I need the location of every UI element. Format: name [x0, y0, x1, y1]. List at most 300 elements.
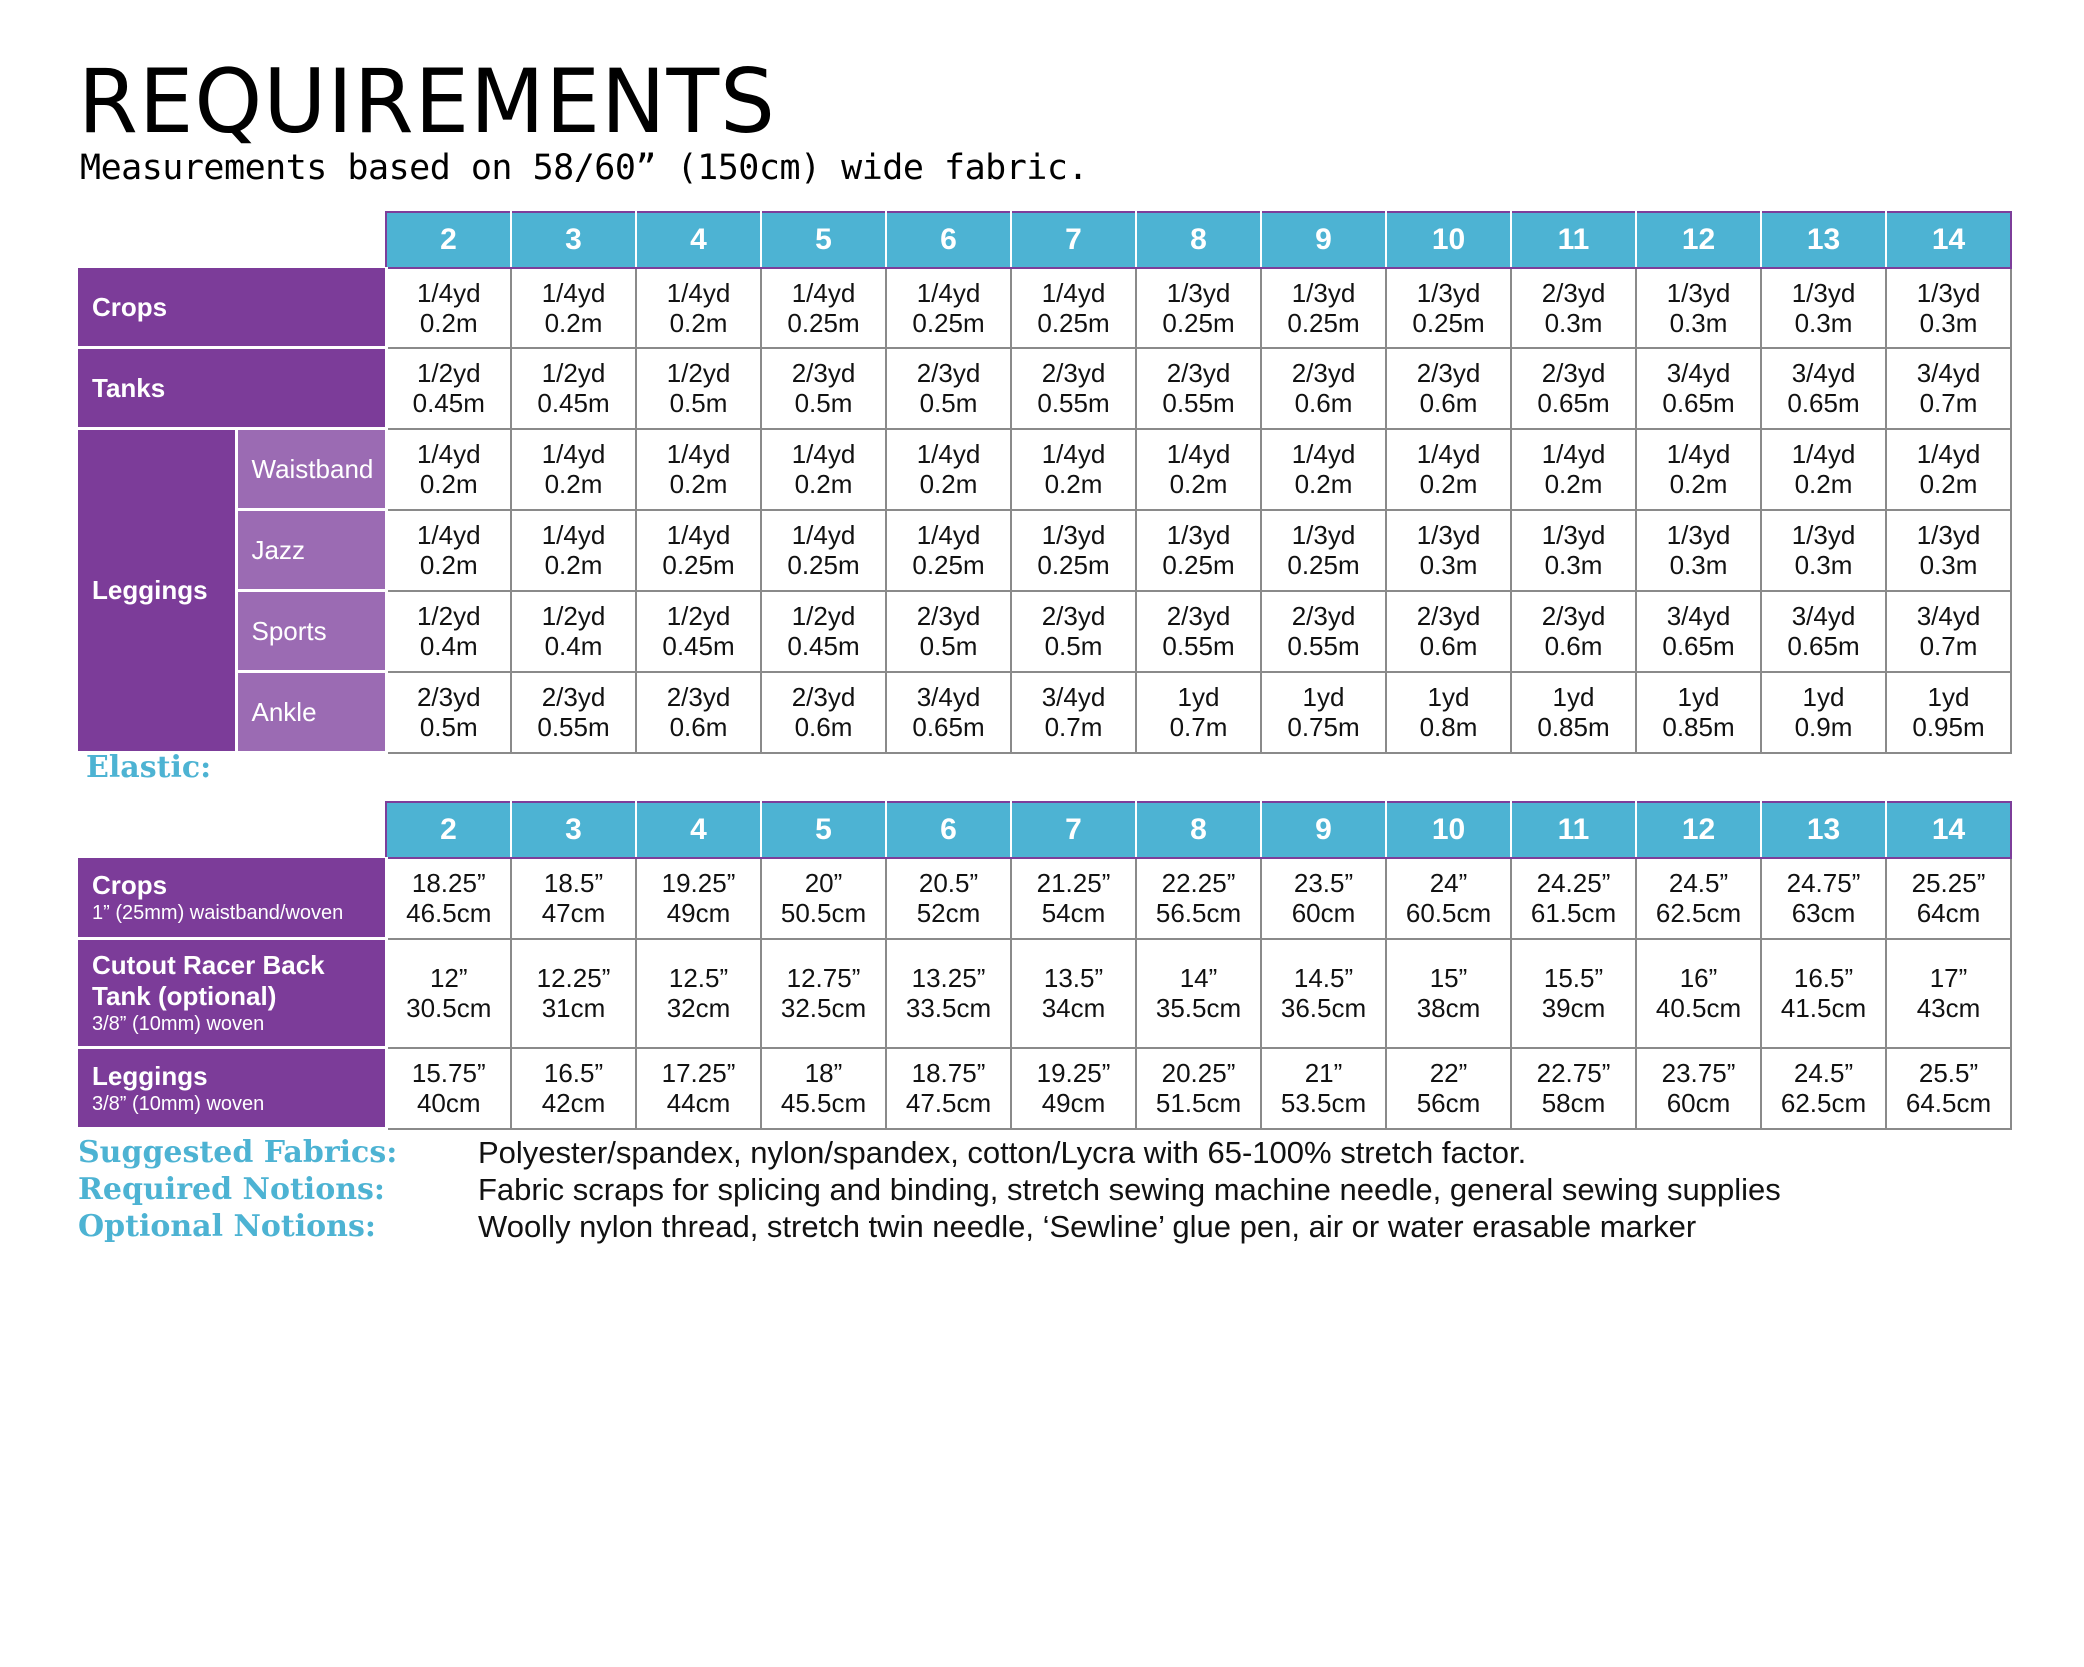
value-cell: [511, 268, 636, 348]
metric-value: 0.2m: [1919, 469, 1978, 499]
metric-value: 30.5cm: [406, 993, 492, 1023]
imperial-value: 20”: [804, 868, 843, 899]
imperial-value: 20.5”: [918, 868, 979, 899]
value-cell: [511, 348, 636, 429]
value-cell: [1511, 348, 1636, 429]
imperial-value: 2/3yd: [1541, 358, 1606, 388]
value-cell: [386, 591, 511, 672]
page-subtitle: Measurements based on 58/60” (150cm) wide fabric.: [80, 148, 1089, 188]
imperial-value: 1/4yd: [666, 277, 731, 308]
value-cell: [1386, 672, 1511, 753]
imperial-value: 15.5”: [1543, 963, 1604, 993]
imperial-value: 1/3yd: [1291, 520, 1356, 550]
value-cell: [886, 858, 1011, 939]
size-header-cell: 5: [761, 212, 886, 268]
metric-value: 0.5m: [419, 712, 478, 742]
imperial-value: 1yd: [1552, 682, 1595, 712]
imperial-value: 1yd: [1802, 682, 1845, 712]
imperial-value: 16.5”: [1793, 963, 1854, 993]
value-cell: [1511, 510, 1636, 591]
metric-value: 0.65m: [1787, 631, 1860, 661]
row-label-note: 3/8” (10mm) woven: [92, 1013, 265, 1035]
imperial-value: 2/3yd: [916, 358, 981, 388]
value-cell: [1136, 348, 1261, 429]
imperial-value: 1yd: [1427, 682, 1470, 712]
row-label-text: Crops: [92, 870, 168, 900]
metric-value: 0.3m: [1794, 307, 1853, 338]
value-cell: [511, 429, 636, 510]
imperial-value: 24.75”: [1786, 868, 1861, 899]
imperial-value: 1/4yd: [916, 520, 981, 550]
value-cell: [1886, 858, 2011, 939]
value-cell: [1136, 1048, 1261, 1129]
imperial-value: 16”: [1679, 963, 1718, 993]
value-cell: [1636, 348, 1761, 429]
size-header-cell: 13: [1761, 802, 1886, 858]
metric-value: 0.55m: [1162, 388, 1235, 418]
imperial-value: 1/2yd: [416, 358, 481, 388]
size-header-row: [78, 212, 2011, 268]
value-cell: [886, 348, 1011, 429]
metric-value: 52cm: [916, 898, 981, 929]
metric-value: 0.25m: [787, 550, 860, 580]
metric-value: 0.6m: [669, 712, 728, 742]
metric-value: 0.45m: [537, 388, 610, 418]
value-cell: [386, 268, 511, 348]
imperial-value: 2/3yd: [791, 358, 856, 388]
metric-value: 39cm: [1541, 993, 1606, 1023]
value-cell: [1511, 591, 1636, 672]
metric-value: 0.55m: [1287, 631, 1360, 661]
value-cell: [1761, 510, 1886, 591]
elastic-heading: Elastic:: [86, 750, 212, 785]
metric-value: 0.7m: [1044, 712, 1103, 742]
notes-section: [78, 1134, 1781, 1245]
size-header-cell: 2: [386, 802, 511, 858]
metric-value: 64.5cm: [1905, 1088, 1992, 1118]
metric-value: 0.2m: [1794, 469, 1853, 499]
value-cell: [761, 1048, 886, 1129]
imperial-value: 13.5”: [1043, 963, 1104, 993]
metric-value: 58cm: [1541, 1088, 1606, 1118]
metric-value: 0.2m: [1294, 469, 1353, 499]
metric-value: 56.5cm: [1155, 898, 1242, 929]
imperial-value: 18”: [804, 1058, 843, 1088]
elastic-tank-row: [78, 939, 2011, 1048]
value-cell: [1011, 429, 1136, 510]
value-cell: [1261, 591, 1386, 672]
imperial-value: 3/4yd: [1916, 601, 1981, 631]
leggings-waistband-row: [78, 429, 2011, 510]
value-cell: [1136, 268, 1261, 348]
imperial-value: 2/3yd: [1291, 601, 1356, 631]
metric-value: 60cm: [1291, 898, 1356, 929]
imperial-value: 1/4yd: [666, 520, 731, 550]
imperial-value: 3/4yd: [916, 682, 981, 712]
value-cell: [1136, 510, 1261, 591]
imperial-value: 2/3yd: [791, 682, 856, 712]
metric-value: 0.6m: [1544, 631, 1603, 661]
imperial-value: 15.75”: [411, 1058, 486, 1088]
value-cell: [1511, 672, 1636, 753]
value-cell: [511, 591, 636, 672]
imperial-value: 1/2yd: [416, 601, 481, 631]
metric-value: 0.25m: [1162, 550, 1235, 580]
value-cell: [1636, 858, 1761, 939]
value-cell: [1011, 510, 1136, 591]
imperial-value: 2/3yd: [1416, 601, 1481, 631]
row-label-tanks: Tanks: [78, 348, 386, 429]
imperial-value: 1yd: [1302, 682, 1345, 712]
value-cell: [1386, 858, 1511, 939]
imperial-value: 18.25”: [411, 868, 486, 899]
value-cell: [636, 348, 761, 429]
imperial-value: 1/2yd: [541, 358, 606, 388]
note-required-notions: [78, 1171, 1781, 1208]
value-cell: [1511, 939, 1636, 1048]
value-cell: [636, 858, 761, 939]
leggings-jazz-row: [78, 510, 2011, 591]
metric-value: 0.25m: [662, 550, 735, 580]
metric-value: 60cm: [1666, 1088, 1731, 1118]
imperial-value: 21”: [1304, 1058, 1343, 1088]
imperial-value: 14”: [1179, 963, 1218, 993]
imperial-value: 18.75”: [911, 1058, 986, 1088]
metric-value: 0.5m: [794, 388, 853, 418]
imperial-value: 3/4yd: [1666, 601, 1731, 631]
imperial-value: 1/4yd: [916, 439, 981, 469]
imperial-value: 1yd: [1677, 682, 1720, 712]
size-header-cell: 4: [636, 212, 761, 268]
imperial-value: 24.25”: [1536, 868, 1611, 899]
imperial-value: 1/3yd: [1416, 277, 1481, 308]
imperial-value: 1/3yd: [1291, 277, 1356, 308]
value-cell: [1386, 939, 1511, 1048]
metric-value: 0.2m: [669, 307, 728, 338]
metric-value: 0.25m: [1287, 307, 1360, 338]
metric-value: 0.2m: [544, 469, 603, 499]
imperial-value: 2/3yd: [1041, 601, 1106, 631]
row-label-leggings: [78, 1048, 386, 1129]
metric-value: 49cm: [1041, 1088, 1106, 1118]
metric-value: 40.5cm: [1655, 993, 1742, 1023]
imperial-value: 1/3yd: [1541, 520, 1606, 550]
value-cell: [1011, 939, 1136, 1048]
metric-value: 0.65m: [1662, 388, 1735, 418]
imperial-value: 16.5”: [543, 1058, 604, 1088]
note-suggested-fabrics: [78, 1134, 1781, 1171]
imperial-value: 17.25”: [661, 1058, 736, 1088]
metric-value: 0.6m: [1419, 388, 1478, 418]
metric-value: 0.55m: [1037, 388, 1110, 418]
imperial-value: 1/3yd: [1166, 277, 1231, 308]
value-cell: [1136, 429, 1261, 510]
imperial-value: 2/3yd: [1291, 358, 1356, 388]
metric-value: 0.2m: [794, 469, 853, 499]
metric-value: 0.2m: [669, 469, 728, 499]
metric-value: 0.25m: [912, 307, 985, 338]
metric-value: 0.5m: [669, 388, 728, 418]
imperial-value: 1/4yd: [541, 520, 606, 550]
leggings-sports-row: [78, 591, 2011, 672]
imperial-value: 2/3yd: [916, 601, 981, 631]
imperial-value: 1/4yd: [1666, 439, 1731, 469]
value-cell: [1011, 268, 1136, 348]
tanks-row: [78, 348, 2011, 429]
crops-row: [78, 268, 2011, 348]
imperial-value: 2/3yd: [1166, 601, 1231, 631]
metric-value: 35.5cm: [1155, 993, 1242, 1023]
imperial-value: 1/2yd: [791, 601, 856, 631]
imperial-value: 2/3yd: [1541, 601, 1606, 631]
value-cell: [1636, 591, 1761, 672]
imperial-value: 3/4yd: [1041, 682, 1106, 712]
metric-value: 0.6m: [794, 712, 853, 742]
metric-value: 32cm: [666, 993, 731, 1023]
imperial-value: 1/3yd: [1416, 520, 1481, 550]
value-cell: [1261, 348, 1386, 429]
imperial-value: 2/3yd: [1416, 358, 1481, 388]
size-header-cell: 8: [1136, 802, 1261, 858]
size-header-cell: 8: [1136, 212, 1261, 268]
imperial-value: 1/4yd: [541, 439, 606, 469]
metric-value: 0.45m: [787, 631, 860, 661]
note-label: Required Notions:: [78, 1172, 385, 1207]
imperial-value: 19.25”: [1036, 1058, 1111, 1088]
size-header-cell: 5: [761, 802, 886, 858]
value-cell: [1261, 510, 1386, 591]
imperial-value: 12.25”: [536, 963, 611, 993]
imperial-value: 1/4yd: [416, 520, 481, 550]
value-cell: [386, 1048, 511, 1129]
value-cell: [1261, 429, 1386, 510]
row-label-crops: Crops: [78, 268, 386, 348]
value-cell: [511, 672, 636, 753]
metric-value: 0.6m: [1294, 388, 1353, 418]
imperial-value: 1/4yd: [1791, 439, 1856, 469]
metric-value: 63cm: [1791, 898, 1856, 929]
note-label: Suggested Fabrics:: [78, 1135, 398, 1170]
size-header-cell: 9: [1261, 212, 1386, 268]
imperial-value: 1/4yd: [916, 277, 981, 308]
imperial-value: 1/4yd: [666, 439, 731, 469]
row-label-crops: [78, 858, 386, 939]
size-header-cell: 10: [1386, 212, 1511, 268]
imperial-value: 2/3yd: [416, 682, 481, 712]
row-label-text: Cutout Racer Back Tank (optional): [92, 950, 325, 1011]
metric-value: 46.5cm: [406, 898, 492, 929]
value-cell: [386, 858, 511, 939]
size-header-cell: 10: [1386, 802, 1511, 858]
imperial-value: 1/3yd: [1916, 520, 1981, 550]
metric-value: 0.25m: [1162, 307, 1235, 338]
value-cell: [636, 939, 761, 1048]
imperial-value: 1/3yd: [1166, 520, 1231, 550]
imperial-value: 1/4yd: [1041, 439, 1106, 469]
metric-value: 0.7m: [1169, 712, 1228, 742]
value-cell: [761, 348, 886, 429]
value-cell: [1886, 939, 2011, 1048]
value-cell: [511, 1048, 636, 1129]
metric-value: 31cm: [541, 993, 606, 1023]
size-header-cell: 12: [1636, 212, 1761, 268]
value-cell: [1261, 672, 1386, 753]
imperial-value: 1/4yd: [541, 277, 606, 308]
size-header-cell: 6: [886, 802, 1011, 858]
imperial-value: 1/4yd: [791, 277, 856, 308]
value-cell: [1261, 939, 1386, 1048]
metric-value: 51.5cm: [1155, 1088, 1242, 1118]
size-header-cell: 6: [886, 212, 1011, 268]
metric-value: 0.2m: [1419, 469, 1478, 499]
value-cell: [886, 268, 1011, 348]
metric-value: 0.2m: [419, 469, 478, 499]
imperial-value: 3/4yd: [1916, 358, 1981, 388]
value-cell: [1386, 1048, 1511, 1129]
size-header-cell: 4: [636, 802, 761, 858]
imperial-value: 1/4yd: [416, 439, 481, 469]
row-label-note: 3/8” (10mm) woven: [92, 1092, 265, 1115]
value-cell: [1261, 858, 1386, 939]
value-cell: [886, 1048, 1011, 1129]
metric-value: 32.5cm: [780, 993, 867, 1023]
size-header-cell: 9: [1261, 802, 1386, 858]
imperial-value: 1/4yd: [1916, 439, 1981, 469]
imperial-value: 18.5”: [543, 868, 604, 899]
value-cell: [1386, 348, 1511, 429]
imperial-value: 2/3yd: [666, 682, 731, 712]
imperial-value: 22”: [1429, 1058, 1468, 1088]
metric-value: 0.5m: [919, 388, 978, 418]
metric-value: 0.4m: [419, 631, 478, 661]
value-cell: [761, 672, 886, 753]
metric-value: 47cm: [541, 898, 606, 929]
value-cell: [1886, 268, 2011, 348]
metric-value: 0.65m: [1662, 631, 1735, 661]
imperial-value: 1/3yd: [1916, 277, 1981, 308]
value-cell: [1261, 1048, 1386, 1129]
metric-value: 45.5cm: [780, 1088, 867, 1118]
metric-value: 0.85m: [1537, 712, 1610, 742]
value-cell: [1636, 429, 1761, 510]
metric-value: 0.2m: [919, 469, 978, 499]
metric-value: 0.2m: [1169, 469, 1228, 499]
metric-value: 0.7m: [1919, 388, 1978, 418]
metric-value: 62.5cm: [1780, 1088, 1867, 1118]
imperial-value: 2/3yd: [1541, 277, 1606, 308]
metric-value: 0.25m: [1412, 307, 1485, 338]
value-cell: [1011, 672, 1136, 753]
imperial-value: 2/3yd: [541, 682, 606, 712]
size-header-cell: 3: [511, 212, 636, 268]
value-cell: [1761, 348, 1886, 429]
metric-value: 0.3m: [1669, 307, 1728, 338]
imperial-value: 1/4yd: [791, 439, 856, 469]
imperial-value: 3/4yd: [1791, 358, 1856, 388]
sub-label-ankle: Ankle: [236, 672, 386, 753]
metric-value: 0.2m: [419, 550, 478, 580]
value-cell: [1261, 268, 1386, 348]
imperial-value: 3/4yd: [1791, 601, 1856, 631]
metric-value: 0.2m: [1669, 469, 1728, 499]
metric-value: 0.9m: [1794, 712, 1853, 742]
value-cell: [1636, 672, 1761, 753]
metric-value: 33.5cm: [905, 993, 992, 1023]
elastic-crops-row: [78, 858, 2011, 939]
note-value: Polyester/spandex, nylon/spandex, cotton/Lycra with 65-100% stretch factor.: [478, 1134, 1527, 1170]
imperial-value: 12”: [429, 963, 468, 993]
value-cell: [1136, 672, 1261, 753]
metric-value: 61.5cm: [1530, 898, 1617, 929]
value-cell: [386, 348, 511, 429]
metric-value: 34cm: [1041, 993, 1106, 1023]
value-cell: [1136, 591, 1261, 672]
value-cell: [761, 858, 886, 939]
value-cell: [1511, 268, 1636, 348]
value-cell: [1511, 858, 1636, 939]
metric-value: 42cm: [541, 1088, 606, 1118]
imperial-value: 1/4yd: [791, 520, 856, 550]
sub-label-jazz: Jazz: [236, 510, 386, 591]
imperial-value: 23.75”: [1661, 1058, 1736, 1088]
metric-value: 0.2m: [544, 550, 603, 580]
value-cell: [1011, 348, 1136, 429]
metric-value: 40cm: [416, 1088, 481, 1118]
value-cell: [1386, 591, 1511, 672]
imperial-value: 15”: [1429, 963, 1468, 993]
metric-value: 0.8m: [1419, 712, 1478, 742]
imperial-value: 1yd: [1177, 682, 1220, 712]
imperial-value: 23.5”: [1293, 868, 1354, 899]
value-cell: [1761, 672, 1886, 753]
leggings-ankle-row: [78, 672, 2011, 753]
value-cell: [636, 591, 761, 672]
value-cell: [1636, 510, 1761, 591]
metric-value: 0.2m: [419, 307, 478, 338]
value-cell: [1886, 510, 2011, 591]
value-cell: [1886, 1048, 2011, 1129]
metric-value: 47.5cm: [905, 1088, 992, 1118]
metric-value: 0.65m: [912, 712, 985, 742]
metric-value: 0.3m: [1419, 550, 1478, 580]
value-cell: [1136, 858, 1261, 939]
imperial-value: 2/3yd: [1041, 358, 1106, 388]
metric-value: 0.3m: [1919, 307, 1978, 338]
size-header-cell: 2: [386, 212, 511, 268]
value-cell: [1886, 429, 2011, 510]
imperial-value: 1/4yd: [1041, 277, 1106, 308]
elastic-requirements-table: [78, 801, 2012, 1130]
imperial-value: 1/4yd: [1416, 439, 1481, 469]
metric-value: 0.45m: [412, 388, 485, 418]
page-title: REQUIREMENTS: [78, 50, 776, 153]
metric-value: 49cm: [666, 898, 731, 929]
imperial-value: 1/3yd: [1791, 520, 1856, 550]
size-header-cell: 12: [1636, 802, 1761, 858]
imperial-value: 20.25”: [1161, 1058, 1236, 1088]
value-cell: [1886, 591, 2011, 672]
size-header-cell: 7: [1011, 212, 1136, 268]
metric-value: 56cm: [1416, 1088, 1481, 1118]
metric-value: 0.2m: [544, 307, 603, 338]
metric-value: 0.55m: [537, 712, 610, 742]
metric-value: 38cm: [1416, 993, 1481, 1023]
fabric-requirements-table: [78, 211, 2012, 754]
metric-value: 0.25m: [1037, 307, 1110, 338]
note-optional-notions: [78, 1208, 1781, 1245]
imperial-value: 21.25”: [1036, 868, 1111, 899]
metric-value: 0.85m: [1662, 712, 1735, 742]
